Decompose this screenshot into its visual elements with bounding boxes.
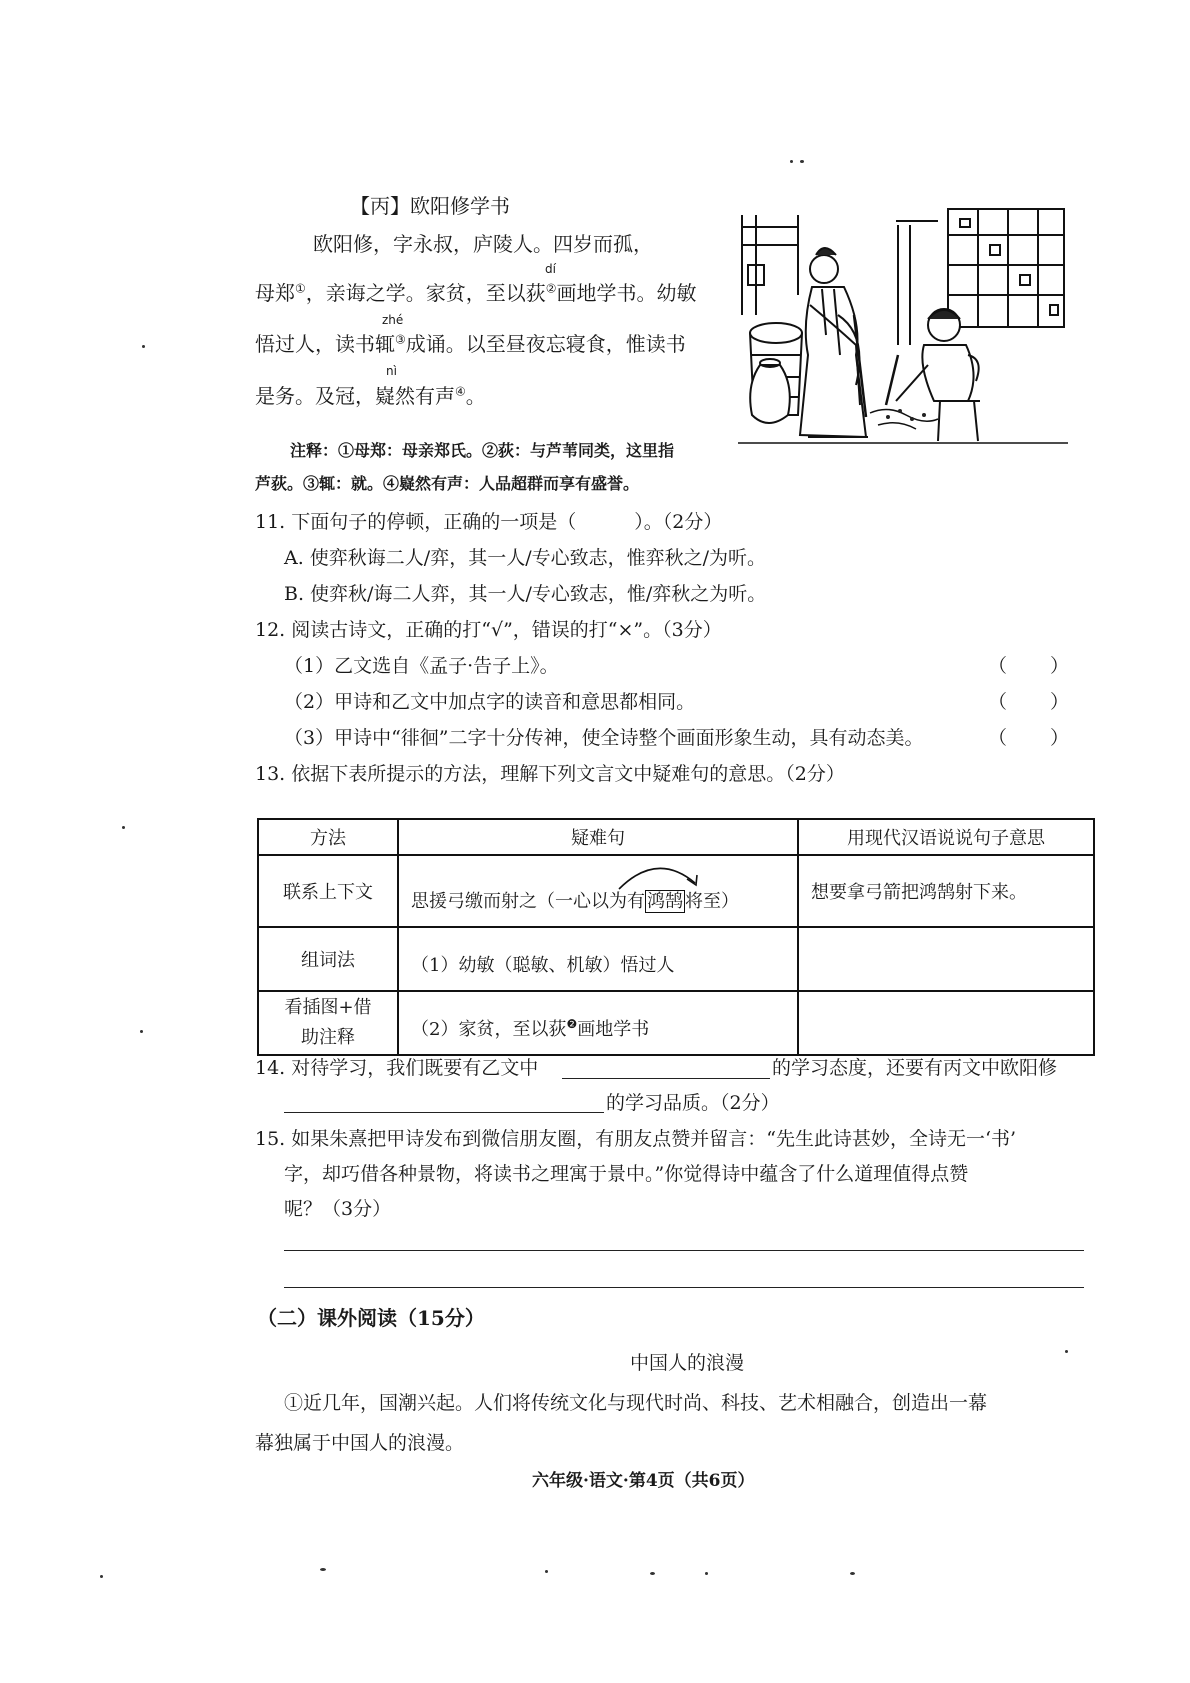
table-row [258,991,1094,1055]
passage-note: 芦荻。③辄：就。④嶷然有声：人品超群而享有盛誉。 [255,474,640,493]
table-method: 看插图+借 助注释 [258,991,398,1055]
context-arrow-icon [617,859,707,893]
question-12-item: （2）甲诗和乙文中加点字的读音和意思都相同。 [284,691,696,713]
question-14-part: 14. 对待学习，我们既要有乙文中 [255,1057,539,1079]
question-14-part: 的学习品质。（2分） [606,1092,780,1114]
question-11-stem: 11. 下面句子的停顿，正确的一项是（ ）。（2分） [255,511,723,533]
table-header: 用现代汉语说说句子意思 [798,819,1094,855]
table-method: 联系上下文 [258,855,398,927]
table-row [258,855,1094,927]
article-paragraph-line: ①近几年，国潮兴起。人们将传统文化与现代时尚、科技、艺术相融合，创造出一幕 [284,1392,988,1414]
passage-note: 注释：①母郑：母亲郑氏。②荻：与芦苇同类，这里指 [290,441,675,460]
answer-paren-close[interactable]: ） [1050,655,1070,677]
table-header: 疑难句 [398,819,798,855]
question-11-option-a: A. 使弈秋诲二人/弈，其一人/专心致志，惟弈秋之/为听。 [284,547,767,569]
passage-line: 母郑①，亲诲之学。家贫，至以荻②画地学书。幼敏 [255,281,697,305]
question-12-stem: 12. 阅读古诗文，正确的打“√”，错误的打“×”。（3分） [255,619,722,641]
answer-blank-line[interactable] [562,1078,770,1079]
answer-cell[interactable] [798,927,1094,991]
page-footer: 六年级·语文·第4页（共6页） [532,1471,755,1491]
table-method: 组词法 [258,927,398,991]
pinyin-annotation: zhé [382,313,404,327]
pinyin-annotation: dí [545,262,556,276]
passage-line: 悟过人，读书辄③成诵。以至昼夜忘寝食，惟读书 [255,332,686,356]
pinyin-annotation: nì [386,364,397,378]
footnote-marker: ③ [395,332,406,347]
answer-paren-close[interactable]: ） [1050,727,1070,749]
passage-title: 【丙】欧阳修学书 [350,194,510,218]
article-title: 中国人的浪漫 [630,1352,745,1374]
answer-paren-open[interactable]: （ [988,691,1008,713]
boxed-word: 鸿鹄 [647,891,683,912]
question-15-line: 字，却巧借各种景物，将读书之理寓于景中。”你觉得诗中蕴含了什么道理值得点赞 [284,1163,969,1185]
table-header: 方法 [258,819,398,855]
question-15-line: 呢？（3分） [284,1198,392,1220]
answer-paren-open[interactable]: （ [988,655,1008,677]
answer-line[interactable] [284,1250,1084,1251]
question-14-part: 的学习态度，还要有丙文中欧阳修 [772,1057,1058,1079]
footnote-marker: ❷ [566,1017,578,1031]
question-12-item: （3）甲诗中“徘徊”二字十分传神，使全诗整个画面形象生动，具有动态美。 [284,727,924,749]
table-sentence: 思援弓缴而射之（一心以为有 鸿鹄 将至） [398,855,798,927]
answer-paren-open[interactable]: （ [988,727,1008,749]
section-heading: （二）课外阅读（15分） [257,1306,485,1330]
footnote-marker: ④ [455,384,466,399]
table-sentence: （1）幼敏（聪敏、机敏）悟过人 [398,927,798,991]
mother-teaching-child-illustration [738,205,1068,450]
answer-blank-line[interactable] [284,1112,604,1113]
table-row [258,927,1094,991]
question-13-stem: 13. 依据下表所提示的方法，理解下列文言文中疑难句的意思。（2分） [255,763,845,785]
question-12-item: （1）乙文选自《孟子·告子上》。 [284,655,559,677]
passage-line: 是务。及冠，嶷然有声④。 [255,384,486,408]
passage-line: 欧阳修，字永叔，庐陵人。四岁而孤， [313,232,653,256]
article-paragraph-line: 幕独属于中国人的浪漫。 [255,1432,465,1454]
answer-line[interactable] [284,1287,1084,1288]
footnote-marker: ① [295,281,306,296]
answer-paren-close[interactable]: ） [1050,691,1070,713]
footnote-marker: ② [545,281,557,296]
question-11-option-b: B. 使弈秋/诲二人弈，其一人/专心致志，惟/弈秋之为听。 [284,583,767,605]
table-meaning: 想要拿弓箭把鸿鹄射下来。 [798,855,1094,927]
question-15-line: 15. 如果朱熹把甲诗发布到微信朋友圈，有朋友点赞并留言：“先生此诗甚妙，全诗无一‘书’ [255,1128,1017,1150]
table-header-row [258,819,1094,855]
answer-cell[interactable] [798,991,1094,1055]
table-sentence: （2）家贫，至以荻$^❷$画地学书 [398,991,798,1055]
question-13-table [257,818,1095,1056]
